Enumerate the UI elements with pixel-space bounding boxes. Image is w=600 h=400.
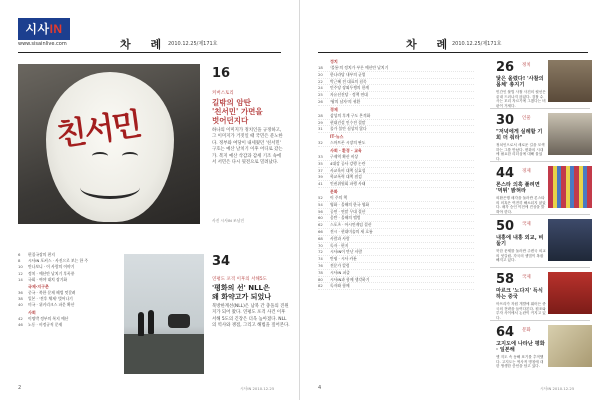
toc-entry-title: 자유선진당 · 정책 연대 xyxy=(330,92,368,98)
toc-entry[interactable] xyxy=(318,209,474,216)
toc-entry-title: 민주당 장외투쟁의 한계 xyxy=(330,85,370,91)
toc-entry-page: 80 xyxy=(318,276,323,282)
feature-body: 외환은행 매각을 둘러싼 론스타의 의혹은 여전히 해소되지 않았다. 매각 승인 이전에 진상을 밝혀야 한다. xyxy=(496,196,546,214)
toc-entry[interactable] xyxy=(318,215,474,222)
toc-entry-title: '왕의 남자'의 귀환 xyxy=(330,98,361,104)
toc-title: 차 례 xyxy=(406,38,456,51)
feature-page-number[interactable]: 58 xyxy=(496,272,515,287)
toc-entry-page: 6 xyxy=(18,252,21,257)
toc-entry-title: 인권위원회 파행 사태 xyxy=(330,181,366,187)
second-headline-line: '평화의 선' NLL은 xyxy=(212,284,270,292)
feature-page-number[interactable]: 30 xyxy=(496,113,515,128)
toc-entry[interactable] xyxy=(318,277,474,284)
mask-smile xyxy=(80,176,140,199)
toc-entry[interactable] xyxy=(318,249,474,256)
toc-entry[interactable] xyxy=(318,256,474,263)
toc-entry-page: 22 xyxy=(318,78,323,84)
feature-category: 정치 xyxy=(522,63,531,68)
toc-entry-page: 8 xyxy=(18,258,21,264)
right-toc-list xyxy=(318,58,474,290)
feature-headline[interactable]: 고지도에 나타난 평화 · 일본해 xyxy=(496,341,545,354)
header-rule xyxy=(318,52,588,53)
toc-entry-title: 일본 · '전후 체제' 벗어나기 xyxy=(28,296,73,302)
feature-headline[interactable]: "저녁에게 실례할 기회 더 줘라" xyxy=(496,129,543,142)
toc-entry[interactable] xyxy=(318,222,474,229)
toc-entry-page: 82 xyxy=(318,283,323,289)
toc-entry-page: 26 xyxy=(318,98,323,104)
toc-entry-page: 40 xyxy=(18,302,23,308)
toc-entry-page: 76 xyxy=(318,262,323,268)
toc-entry[interactable] xyxy=(318,113,474,120)
toc-entry-title: 시사IN 포커스 · 사진으로 보는 한 주 xyxy=(28,258,89,264)
feature-headline[interactable] xyxy=(212,98,292,125)
left-footer: 시사IN 2010.12.25 xyxy=(240,386,275,391)
toc-entry-title: '불통'의 정치가 부른 예산안 날치기 xyxy=(330,65,389,70)
feature-headline-line: 길밖의 암탄 xyxy=(212,98,251,107)
toc-entry-page: 37 xyxy=(318,167,323,173)
toc-entry-page: 46 xyxy=(18,321,23,327)
toc-entry-title: 학교폭력 대책 점검 xyxy=(330,174,362,180)
second-category: 연평도 포격 이후의 서해5도 xyxy=(212,277,267,282)
feature-body: 아프리카 자원 개발에 뛰어든 중국의 전략을 들여다본다. 원조와 투자 사이에서 논란이 커지고 있다. xyxy=(496,302,546,320)
toc-entry-page: 32 xyxy=(318,140,323,146)
toc-entry-title: 현대건설 인수전 결말 xyxy=(330,119,366,125)
toc-entry-page: 18 xyxy=(318,65,323,70)
feature-page-number[interactable]: 64 xyxy=(496,325,515,340)
toc-entry-page: 38 xyxy=(18,296,23,302)
toc-section-heading: 정치 xyxy=(330,59,338,64)
toc-entry-page: 39 xyxy=(318,174,323,180)
toc-entry-page: 74 xyxy=(318,256,323,262)
toc-entry[interactable] xyxy=(318,243,474,250)
feature-headline[interactable]: 마르크 '노다지' 득식하는 중국 xyxy=(496,288,543,301)
toc-entry-title: 한나라당 내부의 균열 xyxy=(330,71,366,77)
photo-land xyxy=(124,334,204,374)
toc-entry-page: 25 xyxy=(318,92,323,98)
toc-entry-page: 36 xyxy=(18,290,23,296)
photo-caption: 사진 시사IN 조남진 xyxy=(212,218,245,223)
page-number-right: 4 xyxy=(318,385,322,391)
toc-entry-page: 29 xyxy=(318,119,323,125)
issue-info: 2010.12.25/제171호 xyxy=(452,41,502,47)
toc-entry[interactable] xyxy=(318,154,474,161)
toc-entry-title: 물가 불안 심상치 않다 xyxy=(330,126,367,132)
toc-section-heading: 문화 xyxy=(330,188,338,194)
mask-eye-left xyxy=(92,152,108,160)
feature-thumbnail[interactable] xyxy=(548,166,592,208)
toc-entry[interactable] xyxy=(318,229,474,236)
page-number-left: 2 xyxy=(18,385,22,391)
toc-entry-page: 28 xyxy=(318,112,323,118)
photo-person xyxy=(148,310,154,334)
toc-entry-page: 20 xyxy=(318,71,323,77)
toc-entry[interactable] xyxy=(318,236,474,243)
feature-page-number[interactable]: 16 xyxy=(212,66,231,81)
toc-entry-page: 62 xyxy=(318,222,323,228)
toc-entry-title: 만나보니 · 이 사람의 이야기 xyxy=(28,264,75,270)
toc-entry[interactable] xyxy=(318,181,474,188)
toc-entry[interactable] xyxy=(318,120,474,127)
feature-thumbnail[interactable] xyxy=(548,219,592,261)
toc-entry-page: 41 xyxy=(318,181,323,187)
second-headline-line: 왜 화약고가 되었나 xyxy=(212,292,271,301)
toc-entry-title: 노동 · 비정규직 문제 xyxy=(28,321,63,327)
toc-entry-page: 10 xyxy=(18,264,23,270)
feature-headline-line: '친서민' 가면을 xyxy=(212,107,263,116)
feature-category: 커버스토리 xyxy=(212,91,234,96)
issue-info: 2010.12.25/제171호 xyxy=(168,41,218,47)
feature-body: 하나의 이미지가 정치인을 규정하고, 그 이미지가 거짓일 때 국민은 분노한다. 정부와 여당이 내세웠던 '친서민' 구호는 예산 날치기 이후 어디로 갔는가. 복지 예산 삭감과 감세 기조 속에서 서민은 다시 뒷전으로 밀려났다. xyxy=(212,128,283,166)
toc-entry[interactable] xyxy=(318,161,474,168)
feature-thumbnail[interactable] xyxy=(548,272,592,314)
toc-entry-title: 전시 · 현대미술의 새 흐름 xyxy=(330,228,373,234)
feature-category: 인물 xyxy=(522,116,531,121)
toc-entry-title: 사람과 사람 xyxy=(330,235,350,241)
feature-category: 국제 xyxy=(522,275,531,280)
toc-entry-title: 박근혜 전 대표의 침묵 xyxy=(330,78,367,84)
toc-entry-page: 24 xyxy=(318,85,323,91)
toc-entry[interactable] xyxy=(318,195,474,202)
toc-section-heading: 사회 · 환경 · 교육 xyxy=(330,147,362,153)
magazine-logo[interactable]: 시사IN xyxy=(18,18,70,40)
toc-entry-page: 68 xyxy=(318,235,323,241)
toc-entry-page: 70 xyxy=(318,242,323,248)
feature-page-number[interactable]: 50 xyxy=(496,219,515,234)
second-body: 북방한계선(NLL)은 남북 간 충돌의 진원지가 되어 왔다. 연평도 포격 사건 이후 서해 5도의 긴장은 더욱 높아졌다. NLL의 역사와 쟁점, 그리고 해법을 짚어본다. xyxy=(212,304,290,329)
feature-body: 민간인 불법 사찰 사건의 윗선은 끝내 드러나지 않았다. 검찰 수사는 꼬리 자르기에 그쳤다는 비판이 거세다. xyxy=(496,90,546,108)
toc-entry-title: 이 주의 책 xyxy=(330,194,348,200)
toc-entry-page: 42 xyxy=(18,315,23,321)
feature-divider xyxy=(490,320,590,321)
second-page-number[interactable]: 34 xyxy=(212,254,231,269)
feature-page-number[interactable]: 44 xyxy=(496,166,515,181)
toc-entry-title: 미국 · 위키리크스 파문 확산 xyxy=(28,302,75,308)
toc-entry[interactable] xyxy=(318,72,474,79)
toc-entry-title: 영화 · 올해의 한국 영화 xyxy=(330,201,370,207)
toc-entry-title: 전문가 칼럼 xyxy=(330,262,350,268)
toc-entry-title: 삼성의 후계 구도 본격화 xyxy=(330,112,371,118)
toc-entry[interactable] xyxy=(318,168,474,175)
toc-entry-page: 66 xyxy=(318,228,323,234)
toc-section-heading: 경제 xyxy=(330,106,338,112)
toc-title: 차 례 xyxy=(120,38,170,51)
feature-divider xyxy=(490,214,590,215)
feature-thumbnail[interactable] xyxy=(548,325,592,367)
toc-entry-page: 78 xyxy=(318,269,323,275)
feature-headline[interactable]: 닻은 올렸다! '사찰의 몸체' 총지기 xyxy=(496,76,544,89)
toc-entry[interactable] xyxy=(318,79,474,86)
feature-headline-line: 벗어던지다 xyxy=(212,116,249,125)
binoculars-photo[interactable] xyxy=(124,254,204,374)
toc-entry-title: 스포츠 · 아시안게임 결산 xyxy=(330,222,372,228)
mask-lettering: 친서민 xyxy=(54,106,143,154)
toc-entry[interactable] xyxy=(18,322,118,328)
toc-entry-page: 14 xyxy=(18,276,23,282)
toc-entry-title: 시사IN이 만난 사람 xyxy=(330,249,363,255)
feature-page-number[interactable]: 26 xyxy=(496,60,515,75)
toc-entry[interactable] xyxy=(318,99,474,106)
feature-headline[interactable]: 론스타 의혹 풀려면 '먹튀' 밝혀라 xyxy=(496,182,540,195)
toc-entry-title: 시사IN 퍼즐 xyxy=(330,269,350,275)
feature-thumbnail[interactable] xyxy=(548,60,592,102)
toc-entry[interactable] xyxy=(318,174,474,181)
toc-entry-title: 공연 · 연말 무대 결산 xyxy=(330,208,366,214)
toc-entry-title: 독자 · 편지 xyxy=(330,242,349,248)
toc-entry-title: 스마트폰 시장의 판도 xyxy=(330,140,366,146)
toc-entry[interactable] xyxy=(318,65,474,72)
magazine-url[interactable]: www.sisainlive.com xyxy=(18,41,67,47)
toc-entry-title: 구제역 확산 비상 xyxy=(330,153,359,159)
right-footer: 시사IN 2010.12.25 xyxy=(540,386,575,391)
cover-photo-mask[interactable] xyxy=(18,64,200,224)
toc-entry-title: 국회 · 여야 대치 장기화 xyxy=(28,276,68,282)
feature-category: 문화 xyxy=(522,328,531,333)
feature-category: 경제 xyxy=(522,169,531,174)
toc-entry-title: 4대강 공사 강행 논란 xyxy=(330,160,366,166)
toc-entry-page: 35 xyxy=(318,160,323,166)
toc-entry[interactable] xyxy=(318,283,474,290)
toc-entry-page: 54 xyxy=(318,201,323,207)
toc-entry-title: 편집국장의 편지 xyxy=(28,252,55,257)
toc-entry-title: 음반 · 올해의 앨범 xyxy=(330,215,361,221)
toc-entry-page: 72 xyxy=(318,249,323,255)
feature-body: 옛 지도 속 동해 표기를 추적했다. 고지도는 역사적 명칭에 대한 생생한 증언을 담고 있다. xyxy=(496,355,544,369)
feature-category: 국제 xyxy=(522,222,531,227)
feature-body: 북한 문제를 둘러싼 주변국 외교의 엇갈림. 각국의 셈법이 복잡해지고 있다. xyxy=(496,249,546,263)
toc-entry-title: 정치 · 예산안 날치기 후폭풍 xyxy=(28,270,75,276)
toc-entry[interactable] xyxy=(318,202,474,209)
left-toc-list xyxy=(18,252,118,328)
toc-entry[interactable] xyxy=(318,263,474,270)
toc-entry-title: 중국 · 북한 문제 해법 엇갈려 xyxy=(28,290,76,296)
toc-entry[interactable] xyxy=(318,126,474,133)
toc-section-heading: IT·뉴스 xyxy=(330,134,344,140)
feature-divider xyxy=(490,267,590,268)
toc-entry-title: 만평 · 시사 카툰 xyxy=(330,256,357,262)
feature-thumbnail[interactable] xyxy=(548,113,592,155)
toc-section-heading: 국제·지구촌 xyxy=(28,284,49,290)
header-rule xyxy=(18,52,281,53)
toc-entry-title: 이명박 정부의 복지 예산 xyxy=(28,315,69,321)
toc-entry-title: 독자와 함께 xyxy=(330,283,350,289)
feature-divider xyxy=(490,108,590,109)
toc-entry-page: 12 xyxy=(18,270,23,276)
toc-entry[interactable] xyxy=(318,85,474,92)
toc-section-heading: 사회 xyxy=(28,309,36,315)
toc-entry-page: 52 xyxy=(318,194,323,200)
binoculars-stand xyxy=(168,314,190,328)
toc-entry-title: 시사IN과 함께 생각하기 xyxy=(330,276,370,282)
toc-entry-page: 33 xyxy=(318,153,323,159)
feature-headline[interactable]: 내홍에 내홍 외교, 비둘기 xyxy=(496,235,544,248)
toc-entry-page: 31 xyxy=(318,126,323,132)
toc-entry-title: 사교육비 대책 실효성 xyxy=(330,167,366,173)
toc-entry[interactable] xyxy=(318,140,474,147)
toc-entry-page: 60 xyxy=(318,215,323,221)
toc-entry[interactable] xyxy=(318,92,474,99)
feature-divider xyxy=(490,161,590,162)
right-page xyxy=(300,0,600,400)
photo-person xyxy=(138,312,144,336)
toc-entry[interactable] xyxy=(318,270,474,277)
mask-eye-right xyxy=(122,152,138,160)
toc-entry-page: 56 xyxy=(318,208,323,214)
feature-body: 정치인으로서 새로운 길을 모색하는 그를 만났다. 변화의 시대에 필요한 리더십에 대해 물었다. xyxy=(496,143,545,161)
second-headline[interactable] xyxy=(212,284,294,301)
